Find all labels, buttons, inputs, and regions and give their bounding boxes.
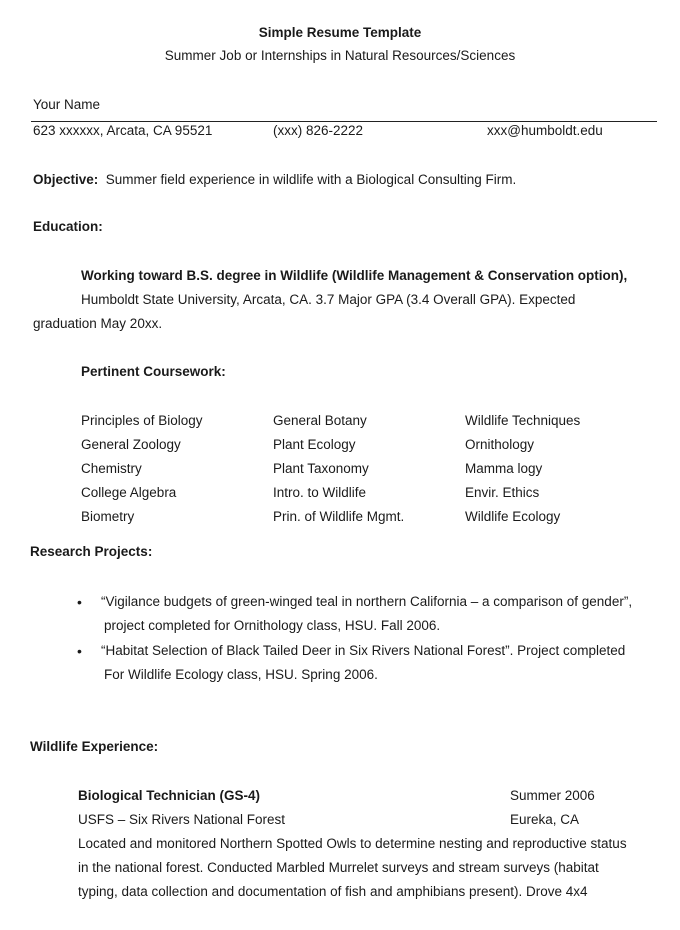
course-item: Mamma logy xyxy=(465,461,543,476)
job-employer: USFS – Six Rivers National Forest xyxy=(78,812,286,827)
course-item: Plant Ecology xyxy=(273,437,356,452)
contact-name: Your Name xyxy=(33,97,101,112)
course-item: General Zoology xyxy=(81,437,181,452)
education-school: Humboldt State University, Arcata, CA. 3.7 Major GPA (3.4 Overall GPA). Expected xyxy=(81,292,576,307)
course-item: Ornithology xyxy=(465,437,535,452)
job-date: Summer 2006 xyxy=(510,788,595,803)
resume-subtitle: Summer Job or Internships in Natural Resources/Sciences xyxy=(164,48,516,63)
job-title: Biological Technician (GS-4) xyxy=(78,788,261,803)
objective-text: Summer field experience in wildlife with a Biological Consulting Firm. xyxy=(105,172,517,187)
course-item: Prin. of Wildlife Mgmt. xyxy=(273,509,405,524)
bullet-icon: • xyxy=(77,643,82,659)
objective-label: Objective: xyxy=(33,172,99,187)
course-item: Chemistry xyxy=(81,461,142,476)
experience-heading: Wildlife Experience: xyxy=(30,739,159,754)
course-item: General Botany xyxy=(273,413,367,428)
research-item-line: For Wildlife Ecology class, HSU. Spring 2006. xyxy=(104,667,378,682)
contact-email: xxx@humboldt.edu xyxy=(487,123,603,138)
job-description-line: typing, data collection and documentation of fish and amphibians present). Drove 4x4 xyxy=(78,884,588,899)
job-location: Eureka, CA xyxy=(510,812,580,827)
education-graduation: graduation May 20xx. xyxy=(33,316,163,331)
course-item: Envir. Ethics xyxy=(465,485,540,500)
course-item: Plant Taxonomy xyxy=(273,461,369,476)
coursework-heading: Pertinent Coursework: xyxy=(81,364,226,379)
research-heading: Research Projects: xyxy=(30,544,153,559)
education-degree: Working toward B.S. degree in Wildlife (Wildlife Management & Conservation option), xyxy=(81,268,628,283)
research-item-line: “Vigilance budgets of green-winged teal in northern California – a comparison of gender”, xyxy=(101,594,633,609)
course-item: Intro. to Wildlife xyxy=(273,485,367,500)
resume-title: Simple Resume Template xyxy=(258,25,422,40)
job-description-line: Located and monitored Northern Spotted Owls to determine nesting and reproductive status xyxy=(78,836,627,851)
course-item: Principles of Biology xyxy=(81,413,203,428)
header-divider xyxy=(31,121,657,122)
job-description-line: in the national forest. Conducted Marbled Murrelet surveys and stream surveys (habitat xyxy=(78,860,599,875)
course-item: College Algebra xyxy=(81,485,177,500)
contact-phone: (xxx) 826-2222 xyxy=(273,123,364,138)
course-item: Wildlife Techniques xyxy=(465,413,581,428)
course-item: Wildlife Ecology xyxy=(465,509,561,524)
objective-section xyxy=(33,172,516,187)
research-item-line: “Habitat Selection of Black Tailed Deer in Six Rivers National Forest”. Project completed xyxy=(101,643,626,658)
contact-address: 623 xxxxxx, Arcata, CA 95521 xyxy=(33,123,213,138)
research-item-line: project completed for Ornithology class, HSU. Fall 2006. xyxy=(104,618,441,633)
bullet-icon: • xyxy=(77,594,82,610)
education-heading: Education: xyxy=(33,219,103,234)
course-item: Biometry xyxy=(81,509,135,524)
